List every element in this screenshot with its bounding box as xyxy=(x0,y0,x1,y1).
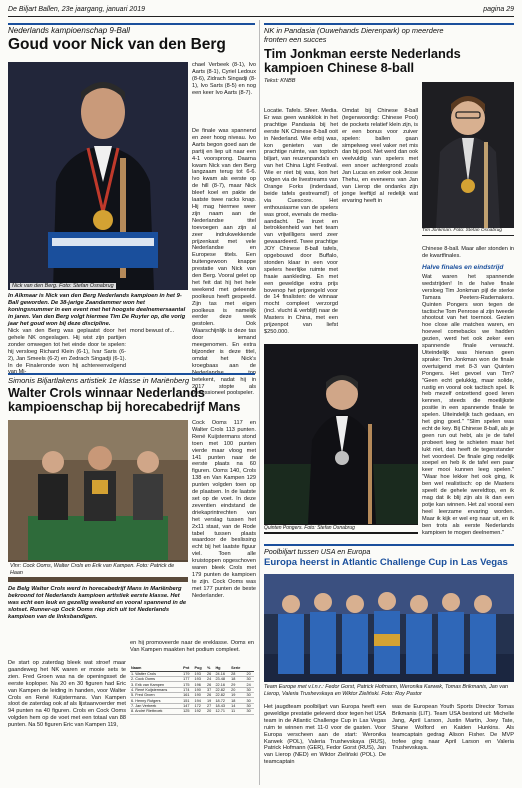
table-cell: 14 xyxy=(230,703,245,708)
article3-caption-photo1: Tim Jonkman. Foto: Stefan Osnabrug xyxy=(422,228,514,235)
table-cell: 177 xyxy=(182,676,193,681)
table-cell: 18.72 xyxy=(214,698,230,703)
article1-title: Goud voor Nick van den Berg xyxy=(8,36,226,53)
table-cell: 30 xyxy=(245,703,254,708)
table-row xyxy=(130,709,254,714)
table-cell: 29 xyxy=(230,682,245,687)
table-cell: 26 xyxy=(206,671,214,676)
th-serie: Serie xyxy=(230,666,245,671)
article3-col1: Locatie. Tafels. Sfeer. Media. Er was geen wankklok in het prachtige Pandasia bij het eerste NK Chinese 8-ball ooit in Nederland. Wie erbij was, kon genieten van de prachtige ruimte, van toptoch biljart, van reuzenpanda's en van het China Light Festival. Wie er niet bij was, kon het volgen via de livestreams van Orange Forks (inderdaad, beide tafels gestreamd!) of via Cuescore. Het enthousiasme van de spelers was groot, evenals de media-aandacht. De inzet en betrokkenheid van het team van vrijwilligers werd zeer gewaardeerd. Twee prachtige JOY Chinese 8-ball tafels, opgebouwd door Buffalo, stonden klaar in een voor spelers heerlijke ruimte met fraaie aankleding. En met een geweldige extra prijs bovenop het prijzengeld voor de 14 finalisten: de winnaar mocht compleet verzorgd (incl. vlucht & verblijf) naar de Masters in China, met een prijzenpot van liefst $250.000. xyxy=(264,108,338,335)
table-cell: 2. Cock Ooms xyxy=(130,676,182,681)
article3-caption-photo2: Quinten Pongers. Foto: Stefan Osnabrug xyxy=(264,525,418,532)
table-cell: 37 xyxy=(206,687,214,692)
article-walter-crols xyxy=(8,373,255,414)
article2-photo-caption: Vlnr: Cock Ooms, Walter Crols en Erik van Kampen. Foto: Patrick de Haan xyxy=(8,562,188,577)
table-cell: 11 xyxy=(230,709,245,714)
table-cell: 196 xyxy=(193,682,205,687)
article2-title-line1: Walter Crols winnaar Nederlands xyxy=(8,386,205,400)
table-cell: 24.16 xyxy=(214,671,230,676)
results-table-body xyxy=(130,671,254,714)
table-cell: 179 xyxy=(182,671,193,676)
table-cell: 19 xyxy=(230,693,245,698)
article1-top-text: chael Verbeek (8-1), Ivo Aarts (8-1), Cyriel Ledoux (8-6), Zidrach Singadji (8-1), Ivo Sarts (8-5) en nog een keer Ivo Aarts (8-7). xyxy=(192,62,256,96)
article3-kicker-line2: fronten een succes xyxy=(264,35,327,44)
table-cell: 26 xyxy=(206,682,214,687)
article2-kicker: Simonis Biljartlakens artistiek 1e klasse in Mariënberg xyxy=(8,373,255,385)
table-cell: 18 xyxy=(230,698,245,703)
table-cell: 6. Henny Rutgers xyxy=(130,698,182,703)
table-cell: 125 xyxy=(182,709,193,714)
article3-kicker-line1: NK in Pandasia (Ouwehands Dierenpark) op meerdere xyxy=(264,23,514,35)
article1-bottom-right: mond bewust of... xyxy=(130,328,175,334)
table-cell: 3. Erik van Kampen xyxy=(130,682,182,687)
article1-kicker: Nederlands kampioenschap 9-Ball xyxy=(8,23,255,35)
table-cell: 26 xyxy=(206,693,214,698)
photo-team-europe xyxy=(264,574,514,682)
table-cell: 1. Walter Crols xyxy=(130,671,182,676)
article3-byline: Tekst: KNBB xyxy=(264,77,296,84)
table-cell: 24 xyxy=(245,682,254,687)
table-cell: 161 xyxy=(182,693,193,698)
table-cell: 7. Jan Verbeek xyxy=(130,703,182,708)
photo-quinten-pongers xyxy=(264,344,418,534)
table-cell: 30 xyxy=(245,709,254,714)
table-cell: 22.82 xyxy=(214,693,230,698)
article2-right-text: Cock Ooms 117 en Walter Crols 113 punten. René Kuijstermans stond toen met 100 punten vierde maar vloog met 141 punten naar de eerste plaats na 60 figuren. Ooms 140, Crols 138 en Van Kampen 129 punten volgden toen op de plaatsen. In de laatste set op de voet. In deze zeventien eindstand de driekaprintrechten van het verslag tussen het 2x11 staat, van de Rode tabel tussen plaats waardoor de beslissing echt bij het laatste figuur viel. Toen alle kruistoppen opgeschoven waren bleek Crols met 179 punten de kampioen te zijn. Cock Ooms was met 177 punten de beste Nederlander. xyxy=(192,420,256,599)
table-cell: 190 xyxy=(193,687,205,692)
photo-illustration xyxy=(8,62,188,290)
page-number: pagina 29 xyxy=(483,6,514,13)
table-cell: 172 xyxy=(193,703,205,708)
table-cell: 193 xyxy=(193,676,205,681)
table-cell: 30 xyxy=(245,698,254,703)
th-pog: Pog xyxy=(193,666,205,671)
article4-col1: Het jaugdteam poolbiljart van Europa heeft een geweldige prestatie geleverd door tegen het USA team in de Atlantic Challenge Cup in Las Vegas ruim te winnen met 11-0 voor de gasten. Voor Europa verscheen aan de start: Weronika Karwek (POL), Valeria Trushevskaya (RUS), Patrick Hofmann (GER), Fedor Gorst (RUS), Jan van Lierop (NED) en Wiktor Zieliński (POL). De teamcaptain xyxy=(264,704,386,766)
photo-illustration-3 xyxy=(422,82,514,228)
article-atlantic-challenge xyxy=(264,544,514,568)
table-cell: 28 xyxy=(230,671,245,676)
table-cell: 8. André Rietbroek xyxy=(130,709,182,714)
publication-line: De Biljart Ballen, 23e jaargang, januari 2019 xyxy=(8,6,145,13)
table-cell: 194 xyxy=(193,698,205,703)
table-cell: 174 xyxy=(182,687,193,692)
table-cell: 19 xyxy=(206,698,214,703)
table-cell: 193 xyxy=(193,671,205,676)
table-cell: 18 xyxy=(230,676,245,681)
table-cell: 20 xyxy=(230,687,245,692)
article2-title-line2: kampioenschap bij horecabedrijf Mans xyxy=(8,399,241,414)
table-cell: 4. René Kuijstermans xyxy=(130,687,182,692)
article1-intro: In Alkmaar is Nick van den Berg Nederlands kampioen in het 9-Ball geworden. De 38-jarige Zaandammer won het koningsnummer in een event met het hoogste deelnemersaantal in jaren. Van den Berg volgt hiermee Tim De Ruyter op, die vorig jaar het goud won bij deze discipline. xyxy=(8,293,186,327)
table-cell: 22.16 xyxy=(214,682,230,687)
article-tim-jonkman xyxy=(264,23,514,84)
article4-kicker: Poolbiljart tussen USA en Europa xyxy=(264,544,514,556)
article4-col2: was de European Youth Sports Director Tomas Brikmanis (LIT). Team USA bestond uit: Michelle Jang, April Larson, Justin Martin, Joey Tate, Shane Wolford en Kaiden Hunkins. Als teamcaptain gedrag Alison Fisher. De MVP trofee ging naar April Larson en Valeria Trushevskaya. xyxy=(392,704,514,752)
photo-illustration-5 xyxy=(264,574,514,682)
article3-subhead: Halve finales en eindstrijd xyxy=(422,264,504,271)
article3-right-top: Chinese 8-ball. Maar aller stonden in de kwartfinales. xyxy=(422,246,514,259)
table-cell: 192 xyxy=(193,709,205,714)
results-table xyxy=(130,666,254,715)
table-cell: 20 xyxy=(245,671,254,676)
article-nick-van-den-berg xyxy=(8,23,255,54)
photo-illustration-2 xyxy=(8,420,188,560)
table-cell: 151 xyxy=(182,698,193,703)
table-cell: 175 xyxy=(182,682,193,687)
column-divider xyxy=(259,20,260,785)
table-cell: 30 xyxy=(245,676,254,681)
article3-col2: Omdat bij Chinese 8-ball (tegenwoordig: Chinese Pool) de pockets relatief klein zijn, is er een bonus voor zuiver spelen: ballen gaan simpelweg veel vaker net mis dan bij pool. Net werd dan ook veelvuldig van spelers met een snoer achtergrond zoals Jan Lucas en zeker ook Jesse Thehu, en eveneens van Jan van Lierop die ondanks zijn jonge leeftijd al redelijk wat ervaring heeft in xyxy=(342,108,418,204)
table-cell: 23.48 xyxy=(214,676,230,681)
table-cell: 12.71 xyxy=(214,709,230,714)
article2-intro: De Belg Walter Crols werd in horecabedrijf Mans in Mariënberg bekroond tot Nederlands kampioen artistiek eerste klasse. Het was echt een leuk en gezellig weekend en vooral spannend in de slotset. Runner-up Cock Ooms riep zich uit tot Nederlands kampioen van de linksbandigen. xyxy=(8,586,187,620)
photo-nick-van-den-berg xyxy=(8,62,188,290)
page-header xyxy=(8,3,514,17)
article4-title: Europa heerst in Atlantic Challenge Cup in Las Vegas xyxy=(264,557,508,568)
results-table-container xyxy=(130,666,254,715)
th-pnt: Pnt xyxy=(182,666,193,671)
article3-right-body: Wat waren het spannende wedstrijden! In de halve finale versloeg Tim Jonkman pijl de sterke Tamara Peeters-Rademakers. Quinten Pongers won tegen de tactische Tom Penrose al zijn tweede shootout van het toernooi. Gezien hoe close alle matches waren, en hoeveel comebacks we hadden gezien, werd het ook zeker een spannende finale verwacht. Uiteindelijk was hiervan geen sprake: Tim Jonkman won de finale overtuigend met 8-3 van Quinten Pongers. Het gevoel van Tim? "Geen echt gelukkig, maar solide, rustig en vooral ook tactisch spel. Ik heb mezelf ontzettend goed leren kennen, steeds die moeilijkste positie in een spannende finale te spelen. Uiteindelijk tach gedaan, en het ging goed." "Slim spelen was echt de key. Bij Chinese 8-ball, als je geen run out hebt, als je de tafel probeert leeg te schieten maar het lukt niet, dan heeft de tegenstander het voordeel. De finale ging redelijk soepel en heb ik de tafel een paar keer mooi kunnen leeg spelen." "Waar hoe lekker het ook ging, ik ben wel realistisch: op de Masters speelt de gehele wereldtop, en ik mag dat ik blij zijn als ik dan een potje kan winnen. Het zal vooral een heel leerzame ervaring worden. Maar ik kijk er wel erg naar uit, en ik ben trots als eerste Nederlands kampioen te mogen deelnemen." xyxy=(422,274,514,536)
table-cell: 18.43 xyxy=(214,703,230,708)
article3-title-line1: Tim Jonkman eerste Nederlands xyxy=(264,46,461,61)
article4-caption: Team Europe met v.l.n.r.: Fedor Gorst, Patrick Hofmann, Weronika Karwek, Tomas Brikmanis, Jan van Lierop, Valeria Trushevskaya en Wiktor Zieliński. Foto: Roy Pastor xyxy=(264,684,508,697)
article1-bottom-left: Nick van den Berg was geplaatst door het gehele NK ongeslagen. Hij wist zijn partijen zonder omwegen tot het einde door te spelen: hij versloeg Richard Klein (6-1), Ivar Saris (6-2), Jan Smeels (6-2) en Zedrach Singadji (6-1). In de Finaleronde won hij achtereenvolgend van Mi- xyxy=(8,328,126,376)
photo-walter-crols xyxy=(8,420,188,582)
table-cell: 30 xyxy=(245,687,254,692)
table-cell: 24 xyxy=(206,676,214,681)
photo-illustration-4 xyxy=(264,344,418,524)
table-cell: 27 xyxy=(206,703,214,708)
table-cell: 20 xyxy=(206,709,214,714)
table-cell: 22.82 xyxy=(214,687,230,692)
table-cell: 5. Fred Groen xyxy=(130,693,182,698)
photo-tim-jonkman xyxy=(422,82,514,236)
table-cell: 190 xyxy=(193,693,205,698)
th-pct: % xyxy=(206,666,214,671)
table-cell: 30 xyxy=(245,693,254,698)
table-cell: 147 xyxy=(182,703,193,708)
article3-title-line2: kampioen Chinese 8-ball xyxy=(264,59,415,75)
th-hg: Hg xyxy=(214,666,230,671)
article1-right-text: De finale was spannend en zeer hoog niveau. Ivo Aarts begon goed aan de partij en liep uit naar een 4-1 voorsprong. Daarna kwam Nick van den Berg langzaam terug tot 6-6. Ivo kwam als eerste op de hill (8-7), maar Nick bleef koel en pakte de laatste twee racks knap. Hij mag hiermee weer zijn naam aan de Nederlandse titel toevoegen aan zijn al zeer indrukwekkende prijzenkast met vele Nederlandse en Europese titels. Een buitengewoon knappe prestatie van Nick van den Berg. Vooral gelet op het feit dat hij het hele weekend met geleende poolkeus heeft gespeeld. Zijn tas met eigen poolkeus is namelijk eerder deze week gestolen. Ook Waarschijnlijk is deze tas door iemand meegenomen. En extra bijzonder is deze titel, omdat het Nick's kroegbaas aan de Nederlandse top betekent, nadat hij in 2017 stopte als professioneel poolspeler. xyxy=(192,128,256,397)
th-naam: Naam xyxy=(130,666,182,671)
article2-bottom-left: De start op zaterdag bleek wat stroef maar gaandeweg het NK waren er mooie sets te zien. Fred Groen was na de openingsset de eerste koploper. Na 20 en 30 figuren had Eric van Kampen de leiding in handen, voor Walter Crols en René Kuijstermans. Van Kampen sloot de zaterdag ook af als lijstaanvoerder met 94 punten na 40 figuren. Crols en Cock Ooms volgden hem op de voet met een totaal van 88 punten. Na 50 figuren Eric van Kampen 119, xyxy=(8,660,126,729)
article1-photo-caption: Nick van den Berg. Foto: Stefan Osnabrug xyxy=(12,282,114,289)
article2-bottom-right: en hij promoveerde naar de ereklasse. Ooms en Van Kampen maakten het podium compleet. xyxy=(130,640,254,653)
